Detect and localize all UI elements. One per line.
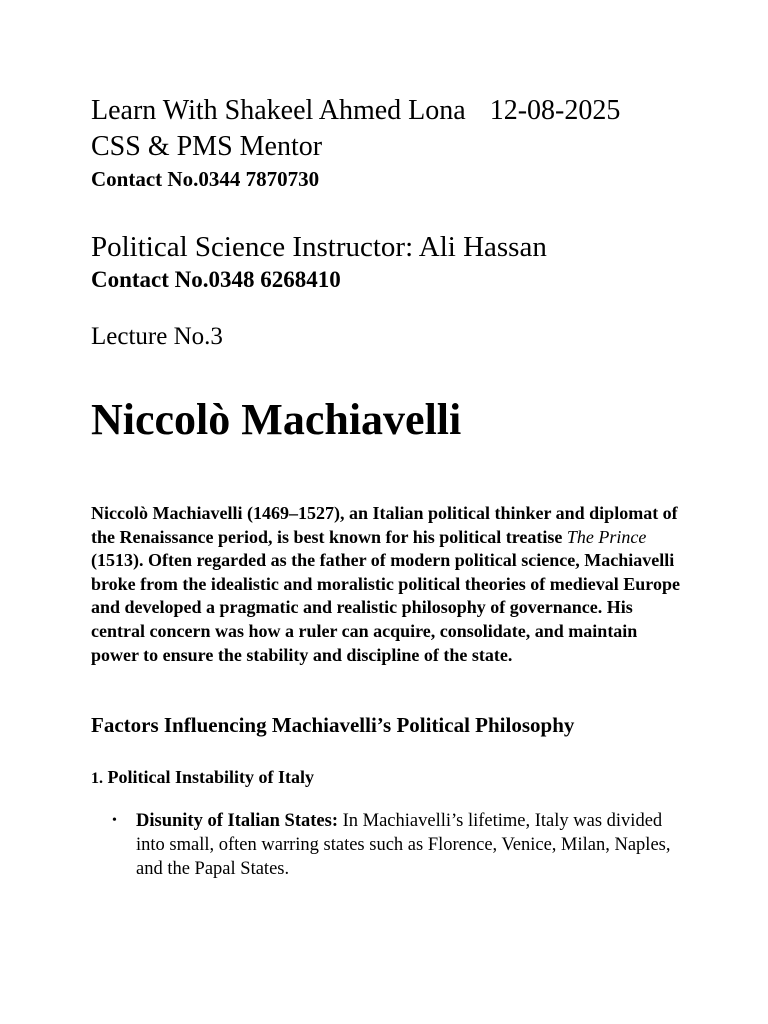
instructor-line: Political Science Instructor: Ali Hassan (91, 231, 547, 263)
section-heading: Factors Influencing Machiavelli’s Political Philosophy (91, 713, 575, 738)
bullet-lead: Disunity of Italian States: (136, 811, 338, 832)
subsection-title: Political Instability of Italy (107, 767, 314, 788)
header-role: CSS & PMS Mentor (91, 131, 323, 162)
intro-text-part2: (1513). Often regarded as the father of modern political science, Machiavelli broke from the idealistic and moralistic political theories of medieval Europe and developed a pragmatic and realistic philosophy of governance. His central concern was how a ruler can acquire, consolidate, and maintain power to ensure the stability and discipline of the state. (91, 550, 680, 665)
header-org-line (91, 93, 681, 129)
lecture-number: Lecture No.3 (91, 323, 223, 350)
book-title: The Prince (566, 526, 647, 547)
org-name: Learn With Shakeel Ahmed Lona (91, 95, 466, 126)
list-item (91, 809, 681, 881)
document-page (91, 93, 681, 881)
bullet-icon: • (112, 813, 117, 829)
subsection-number: 1. (91, 770, 103, 788)
intro-paragraph (91, 502, 681, 667)
instructor-contact: Contact No.0348 6268410 (91, 267, 341, 292)
document-title: Niccolò Machiavelli (91, 395, 462, 444)
mentor-contact: Contact No.0344 7870730 (91, 167, 320, 191)
bullet-text: In Machiavelli’s lifetime, Italy was divided into small, often warring states such as Florence, Venice, Milan, Naples, and the Papal States. (136, 811, 671, 880)
bullet-list (91, 809, 681, 881)
intro-text-part1: Niccolò Machiavelli (1469–1527), an Italian political thinker and diplomat of the Renaissance period, is best known for his political treatise (91, 503, 678, 547)
header-date: 12-08-2025 (489, 95, 621, 126)
subsection-heading (91, 765, 681, 791)
